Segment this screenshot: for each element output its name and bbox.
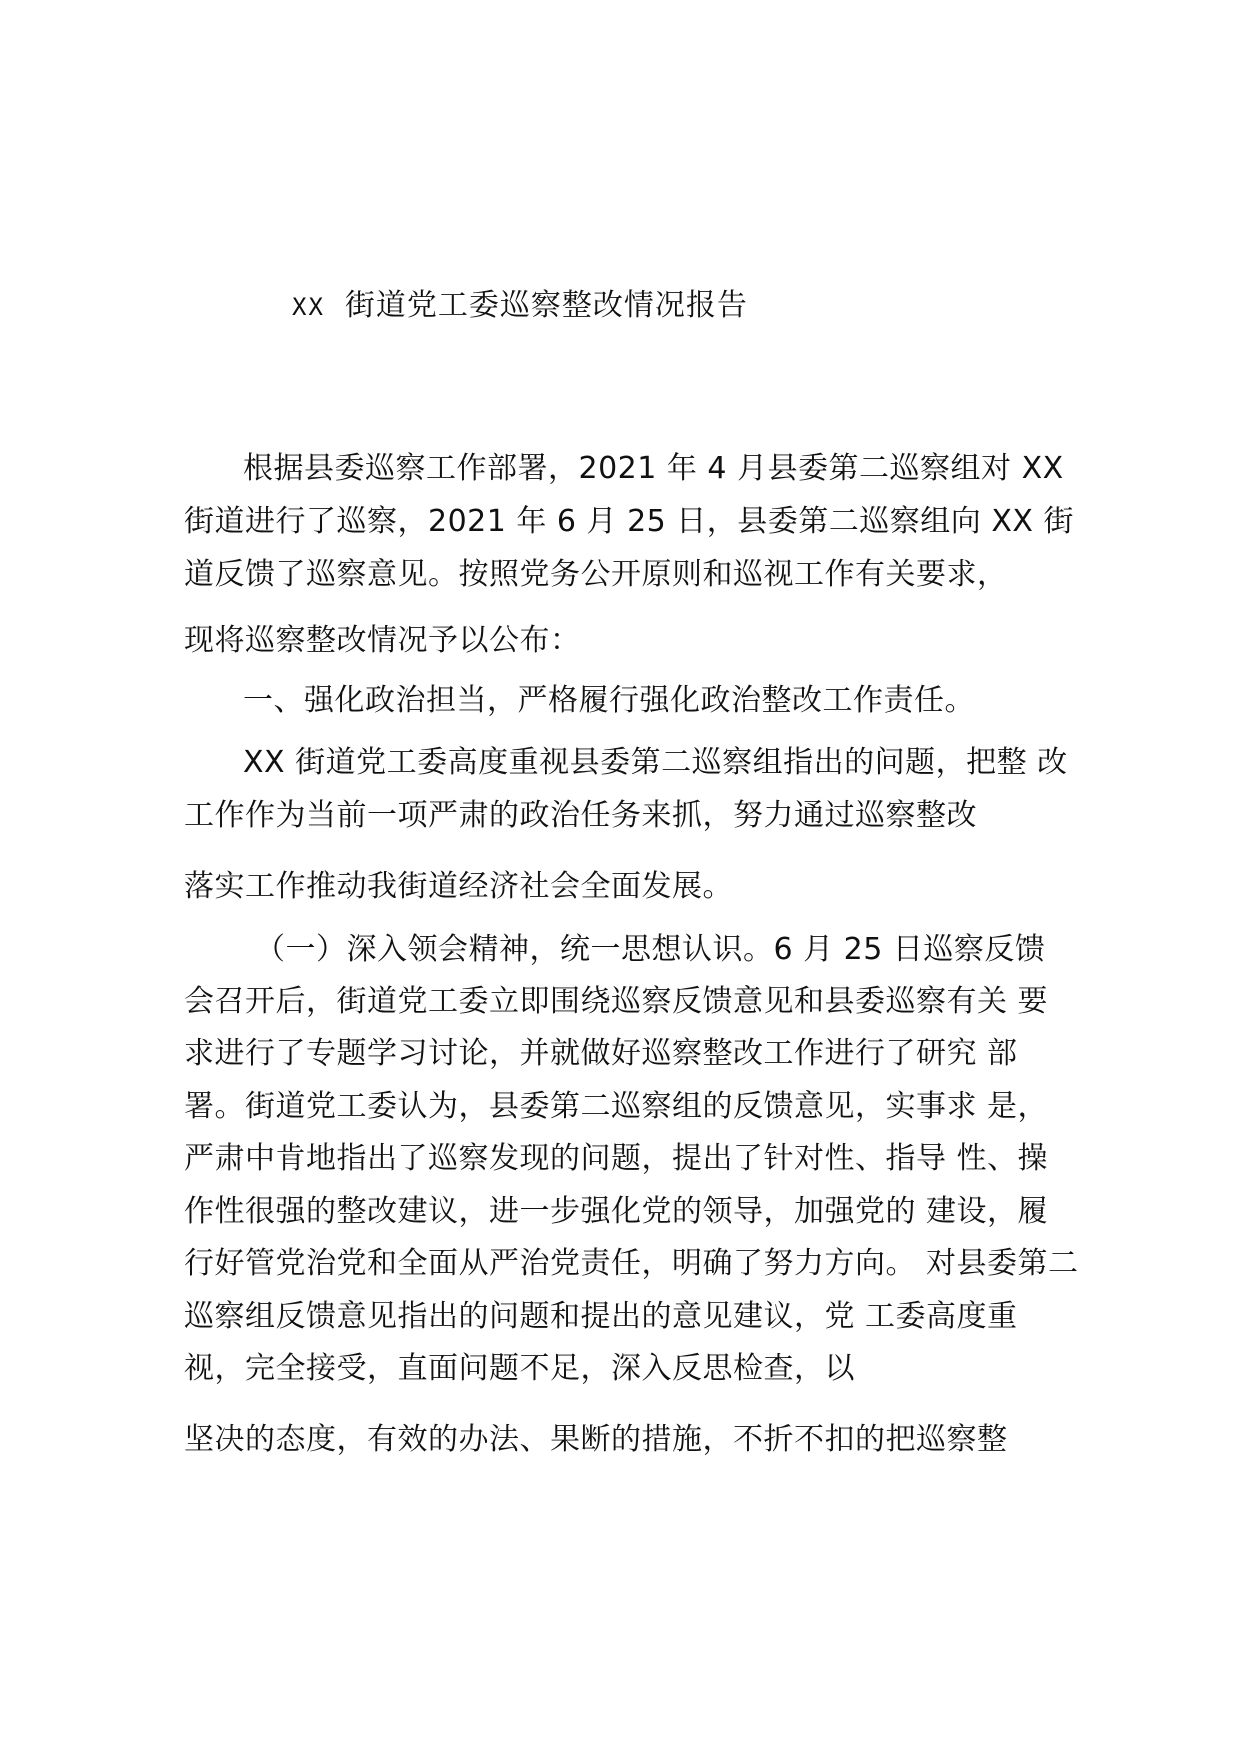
body-line: 会召开后，街道党工委立即围绕巡察反馈意见和县委巡察有关 要 [184,984,1049,1019]
body-line: 严肃中肯地指出了巡察发现的问题，提出了针对性、指导 性、操 [184,1141,1049,1176]
body-line: 道反馈了巡察意见。按照党务公开原则和巡视工作有关要求， [184,557,1008,592]
body-line: 现将巡察整改情况予以公布： [184,623,581,658]
body-line: 行好管党治党和全面从严治党责任，明确了努力方向。 对县委第二 [184,1246,1079,1281]
body-line: 署。街道党工委认为，县委第二巡察组的反馈意见，实事求 是， [184,1089,1049,1124]
body-line: XX 街道党工委高度重视县委第二巡察组指出的问题，把整 改 [243,745,1068,780]
document-title [292,284,748,329]
section-heading: 一、强化政治担当，严格履行强化政治整改工作责任。 [243,683,975,718]
body-line: 街道进行了巡察，2021 年 6 月 25 日，县委第二巡察组向 XX 街 [184,504,1074,539]
title-code: XX [292,293,325,321]
body-line: 工作作为当前一项严肃的政治任务来抓，努力通过巡察整改 [184,798,977,833]
body-line: 根据县委巡察工作部署，2021 年 4 月县委第二巡察组对 XX [243,451,1064,486]
body-line: 求进行了专题学习讨论，并就做好巡察整改工作进行了研究 部 [184,1036,1018,1071]
body-line: 坚决的态度，有效的办法、果断的措施，不折不扣的把巡察整 [184,1422,1008,1457]
body-line: 巡察组反馈意见指出的问题和提出的意见建议，党 工委高度重 [184,1299,1018,1334]
body-line: 视，完全接受，直面问题不足，深入反思检查，以 [184,1351,855,1386]
body-line: 作性很强的整改建议，进一步强化党的领导，加强党的 建设，履 [184,1194,1049,1229]
body-line: 落实工作推动我街道经济社会全面发展。 [184,869,733,904]
title-text: 街道党工委巡察整改情况报告 [344,288,748,323]
subsection-line: （一）深入领会精神，统一思想认识。6 月 25 日巡察反馈 [255,932,1046,967]
